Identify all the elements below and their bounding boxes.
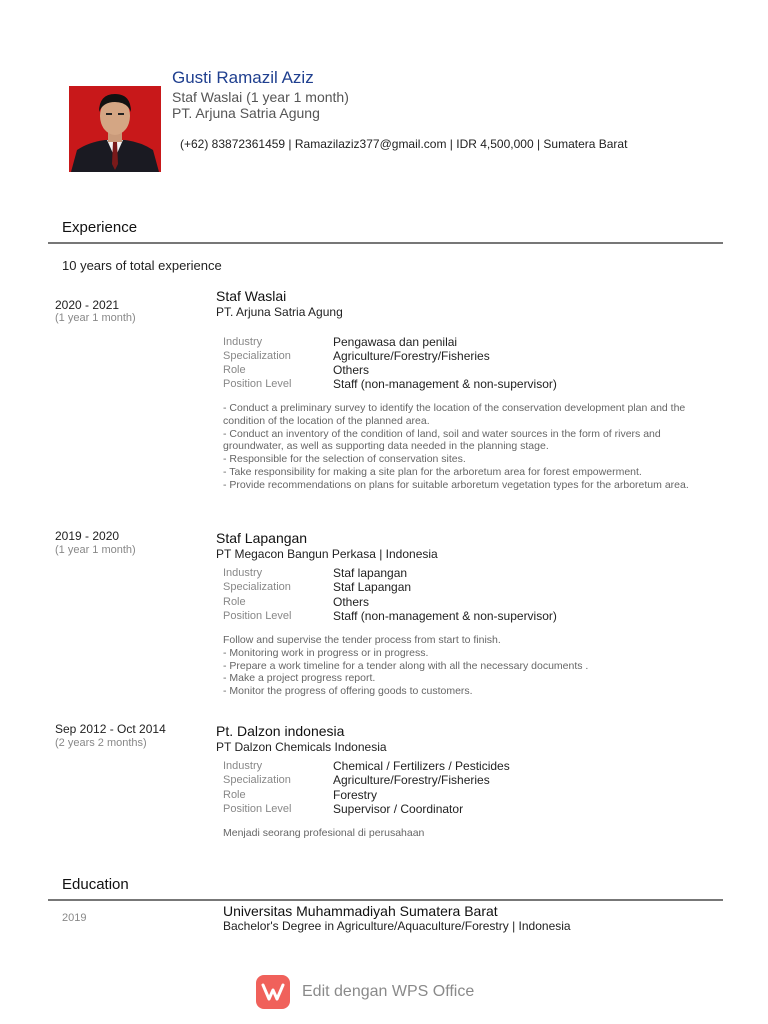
specialization-label: Specialization [223,350,291,362]
industry-value: Staf lapangan [333,566,408,580]
total-experience: 10 years of total experience [62,258,222,273]
position-level-value: Staff (non-management & non-supervisor) [333,377,557,391]
specialization-value: Staf Lapangan [333,580,412,594]
section-divider [48,242,723,244]
position-level-label: Position Level [223,378,292,390]
role-label: Role [223,364,246,376]
job-duration: (2 years 2 months) [55,737,147,749]
profile-photo [69,86,161,172]
job-period: Sep 2012 - Oct 2014 [55,722,166,736]
education-school: Universitas Muhammadiyah Sumatera Barat [223,903,498,919]
contact-line: (+62) 83872361459 | Ramazilaziz377@gmail.com | IDR 4,500,000 | Sumatera Barat [180,137,628,151]
section-divider [48,899,723,901]
position-level-value: Supervisor / Coordinator [333,802,464,816]
description-line: - Make a project progress report. [223,672,376,685]
education-year: 2019 [62,912,87,924]
role-label: Role [223,789,246,801]
job-title: Staf Waslai [216,288,287,304]
job-company: PT. Arjuna Satria Agung [216,305,343,319]
industry-label: Industry [223,336,263,348]
specialization-value: Agriculture/Forestry/Fisheries [333,773,490,787]
position-level-value: Staff (non-management & non-supervisor) [333,609,557,623]
wps-office-icon [256,975,290,1009]
description-line: - Provide recommendations on plans for suitable arboretum vegetation types for the arboretum area. [223,478,689,491]
role-label: Role [223,596,246,608]
description-line: - Monitoring work in progress or in progress. [223,646,429,659]
role-value: Others [333,595,370,609]
job-company: PT Megacon Bangun Perkasa | Indonesia [216,547,438,561]
job-duration: (1 year 1 month) [55,544,136,556]
job-company: PT Dalzon Chemicals Indonesia [216,740,387,754]
description-line: Menjadi seorang profesional di perusahaan [223,827,425,839]
experience-heading: Experience [62,219,138,236]
job-period: 2020 - 2021 [55,298,120,312]
current-position: Staf Waslai (1 year 1 month) [172,89,349,105]
description-line: - Conduct an inventory of the condition of land, soil and water sources in the form of rivers and groundwater, as well as supporting data needed in the planning stage. [223,427,661,453]
candidate-name: Gusti Ramazil Aziz [172,68,314,87]
description-line: - Prepare a work timeline for a tender along with all the necessary documents . [223,659,589,672]
current-company: PT. Arjuna Satria Agung [172,105,320,121]
education-heading: Education [62,876,129,893]
specialization-label: Specialization [223,774,291,786]
specialization-label: Specialization [223,581,291,593]
job-description [223,402,723,492]
description-line: - Responsible for the selection of conservation sites. [223,453,466,466]
description-line: - Monitor the progress of offering goods to customers. [223,685,473,698]
job-description [223,827,723,840]
industry-value: Pengawasa dan penilai [333,335,458,349]
description-line: - Conduct a preliminary survey to identify the location of the conservation development plan and the condition of the location of the planned area. [223,402,686,427]
description-line: Follow and supervise the tender process from start to finish. [223,634,501,646]
edit-with-wps-button[interactable] [256,975,474,1009]
position-level-label: Position Level [223,803,292,815]
position-level-label: Position Level [223,610,292,622]
specialization-value: Agriculture/Forestry/Fisheries [333,349,490,363]
role-value: Others [333,363,370,377]
job-title: Staf Lapangan [216,530,308,546]
edit-with-wps-label: Edit dengan WPS Office [302,983,475,1000]
industry-label: Industry [223,760,263,772]
role-value: Forestry [333,788,378,802]
industry-value: Chemical / Fertilizers / Pesticides [333,759,510,773]
description-line: - Take responsibility for making a site plan for the arboretum area for forest empowerment. [223,465,642,478]
job-description [223,634,723,698]
industry-label: Industry [223,567,263,579]
person-icon [69,86,161,172]
job-period: 2019 - 2020 [55,529,120,543]
education-degree: Bachelor's Degree in Agriculture/Aquaculture/Forestry | Indonesia [223,919,571,933]
job-title: Pt. Dalzon indonesia [216,723,345,739]
job-duration: (1 year 1 month) [55,312,136,324]
